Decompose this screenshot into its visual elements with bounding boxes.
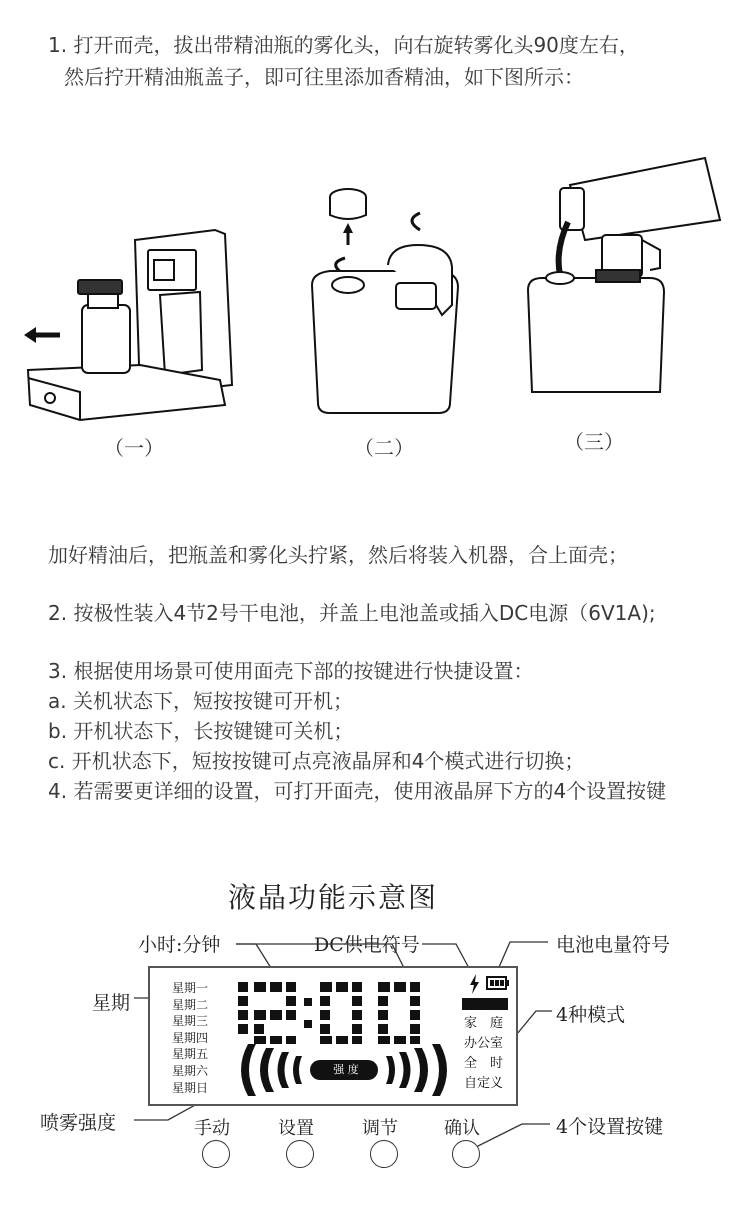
- step1-line2: 然后拧开精油瓶盖子，即可往里添加香精油，如下图所示：: [64, 65, 584, 89]
- step3b-text: b. 开机状态下，长按键键可关机；: [48, 719, 354, 743]
- figure-caption-3: （三）: [564, 430, 624, 454]
- battery-icon: [486, 976, 510, 990]
- label-spray-intensity: 喷雾强度: [40, 1112, 117, 1134]
- mode-custom: 自定义: [464, 1076, 504, 1091]
- lcd-screen: [148, 966, 518, 1106]
- weekday-mon: 星期一: [172, 981, 209, 995]
- weekday-fri: 星期五: [172, 1047, 209, 1062]
- weekday-sun: 星期日: [172, 1080, 209, 1095]
- weekday-sat: 星期六: [172, 1063, 209, 1078]
- button-label-settings: 设置: [278, 1118, 314, 1139]
- lcd-time-display: [234, 978, 446, 1048]
- mode-indicator-bar: [462, 998, 508, 1010]
- step3a-text: a. 关机状态下，短按按键可开机；: [48, 689, 353, 713]
- confirm-button[interactable]: [452, 1140, 480, 1168]
- figure-caption-2: （二）: [354, 436, 414, 460]
- step1-line1: 1. 打开而壳，拔出带精油瓶的雾化头，向右旋转雾化头90度左右，: [48, 33, 639, 57]
- step3-text: 3. 根据使用场景可使用面壳下部的按键进行快捷设置：: [48, 659, 534, 683]
- intensity-label: 强 度: [333, 1063, 359, 1076]
- mode-office: 办公室: [464, 1036, 504, 1051]
- mode-fulltime: 全 时: [464, 1056, 504, 1071]
- weekday-tue: 星期二: [172, 997, 209, 1012]
- lcd-diagram-title: 液晶功能示意图: [228, 881, 439, 914]
- label-weekday: 星期: [92, 992, 131, 1014]
- settings-button[interactable]: [286, 1140, 314, 1168]
- after-add-text: 加好精油后，把瓶盖和雾化头拧紧，然后将装入机器，合上面壳；: [48, 543, 628, 567]
- weekday-thu: 星期四: [172, 1030, 209, 1045]
- adjust-button[interactable]: [370, 1140, 398, 1168]
- figure-caption-1: （一）: [104, 436, 164, 460]
- step4-text: 4. 若需要更详细的设置，可打开面壳，使用液晶屏下方的4个设置按键: [48, 779, 667, 803]
- dc-power-icon: [468, 974, 480, 994]
- label-four-modes: 4种模式: [556, 1004, 626, 1026]
- mode-home: 家 庭: [464, 1016, 504, 1031]
- manual-button[interactable]: [202, 1140, 230, 1168]
- button-label-manual: 手动: [194, 1118, 230, 1139]
- label-battery-level: 电池电量符号: [556, 934, 671, 956]
- weekday-wed: 星期三: [172, 1014, 209, 1029]
- step2-text: 2. 按极性装入4节2号干电池，并盖上电池盖或插入DC电源（6V1A);: [48, 601, 656, 625]
- step3c-text: c. 开机状态下，短按按键可点亮液晶屏和4个模式进行切换；: [48, 749, 585, 773]
- button-label-confirm: 确认: [444, 1118, 480, 1139]
- label-dc-power: DC供电符号: [314, 934, 420, 956]
- label-four-buttons: 4个设置按键: [556, 1116, 664, 1138]
- button-label-adjust: 调节: [362, 1118, 398, 1139]
- label-hour-minute: 小时:分钟: [138, 934, 221, 956]
